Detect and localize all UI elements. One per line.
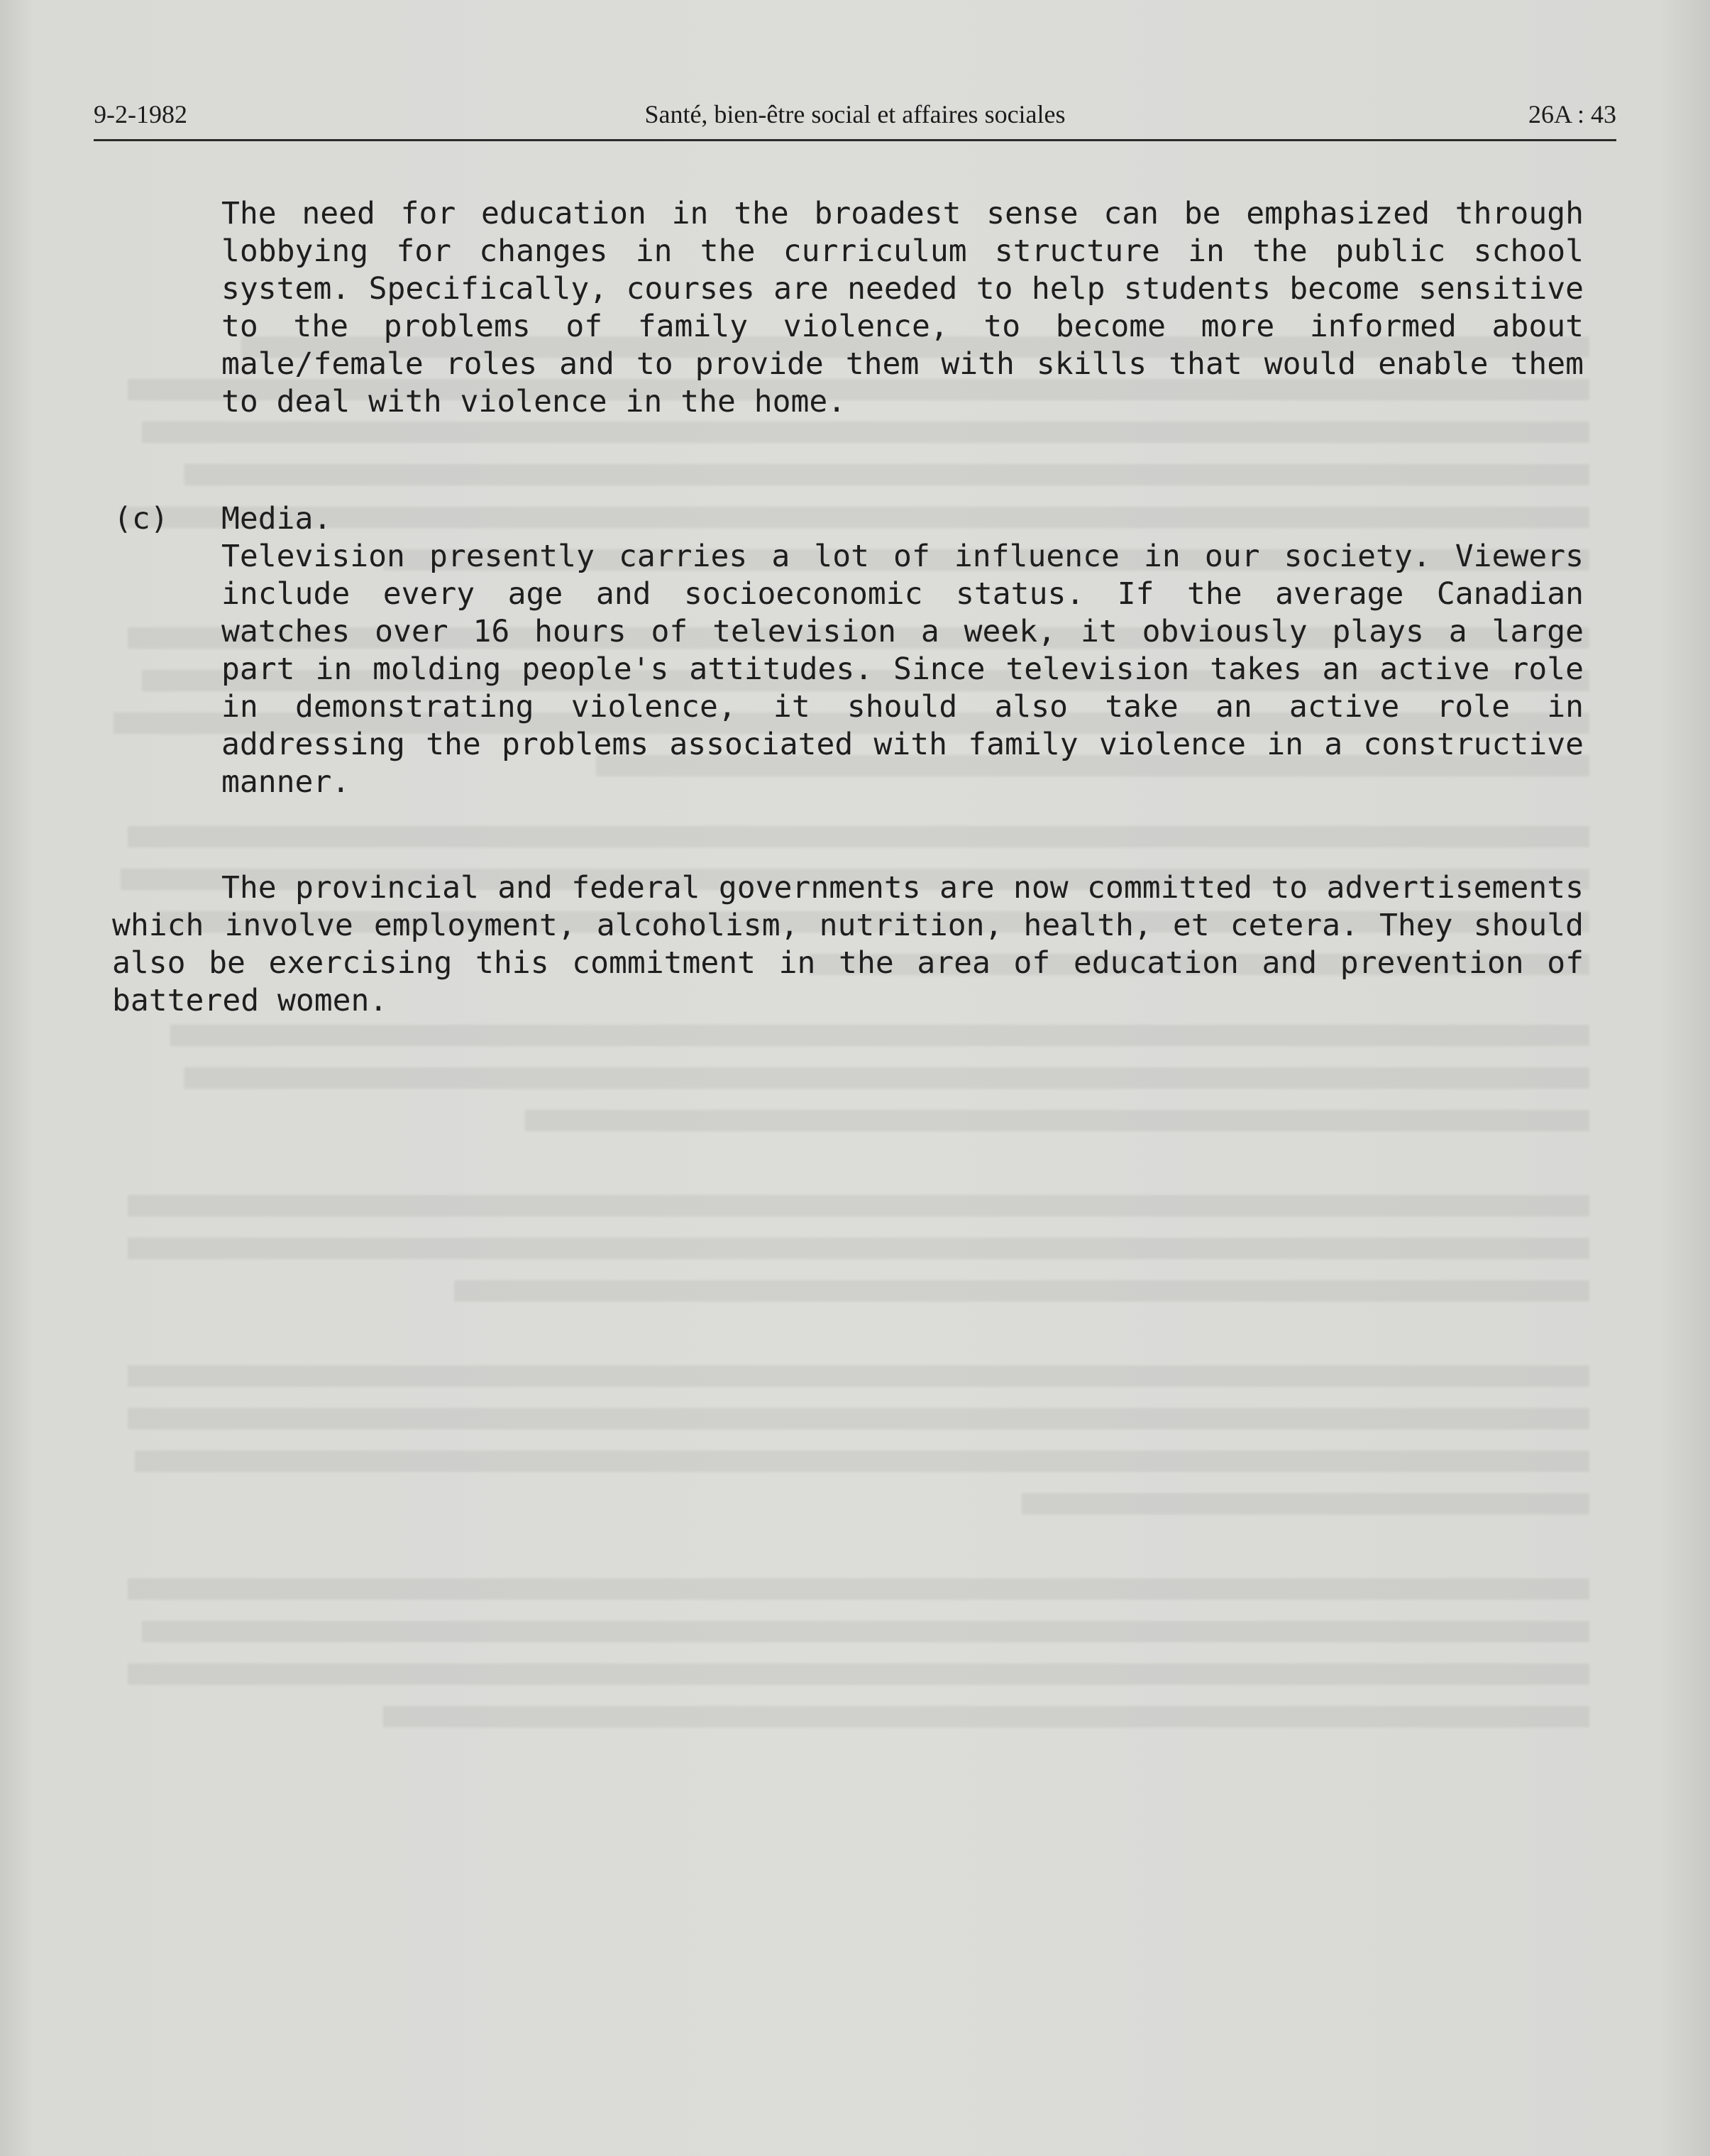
running-header <box>94 99 1616 141</box>
paragraph-education: The need for education in the broadest sense can be emphasized through lobbying for changes in the curriculum structure in the public school system. Specifically, courses are needed to help students become sensitive to the problems of family violence, to become more informed about male/female roles and to provide them with skills that would enable them to deal with violence in the home. <box>221 196 1584 419</box>
section-c-heading: Media. <box>221 501 332 537</box>
header-title: Santé, bien-être social et affaires sociales <box>644 100 1066 128</box>
header-date: 9-2-1982 <box>94 100 187 128</box>
header-page-number: 26A : 43 <box>1528 100 1616 128</box>
section-c-label: (c) <box>114 501 169 537</box>
paragraph-media: Television presently carries a lot of influence in our society. Viewers include every age and socioeconomic status. If the average Canadian watches over 16 hours of television a week, it obviously plays a large part in molding people's attitudes. Since television takes an active role in demonstrating violence, it should also take an active role in addressing the problems associated with family violence in a constructive manner. <box>221 539 1584 800</box>
paragraph-governments: The provincial and federal governments are now committed to advertisements which involve employment, alcoholism, nutrition, health, et cetera. They should also be exercising this commitment in the area of education and prevention of battered women. <box>112 870 1584 1018</box>
